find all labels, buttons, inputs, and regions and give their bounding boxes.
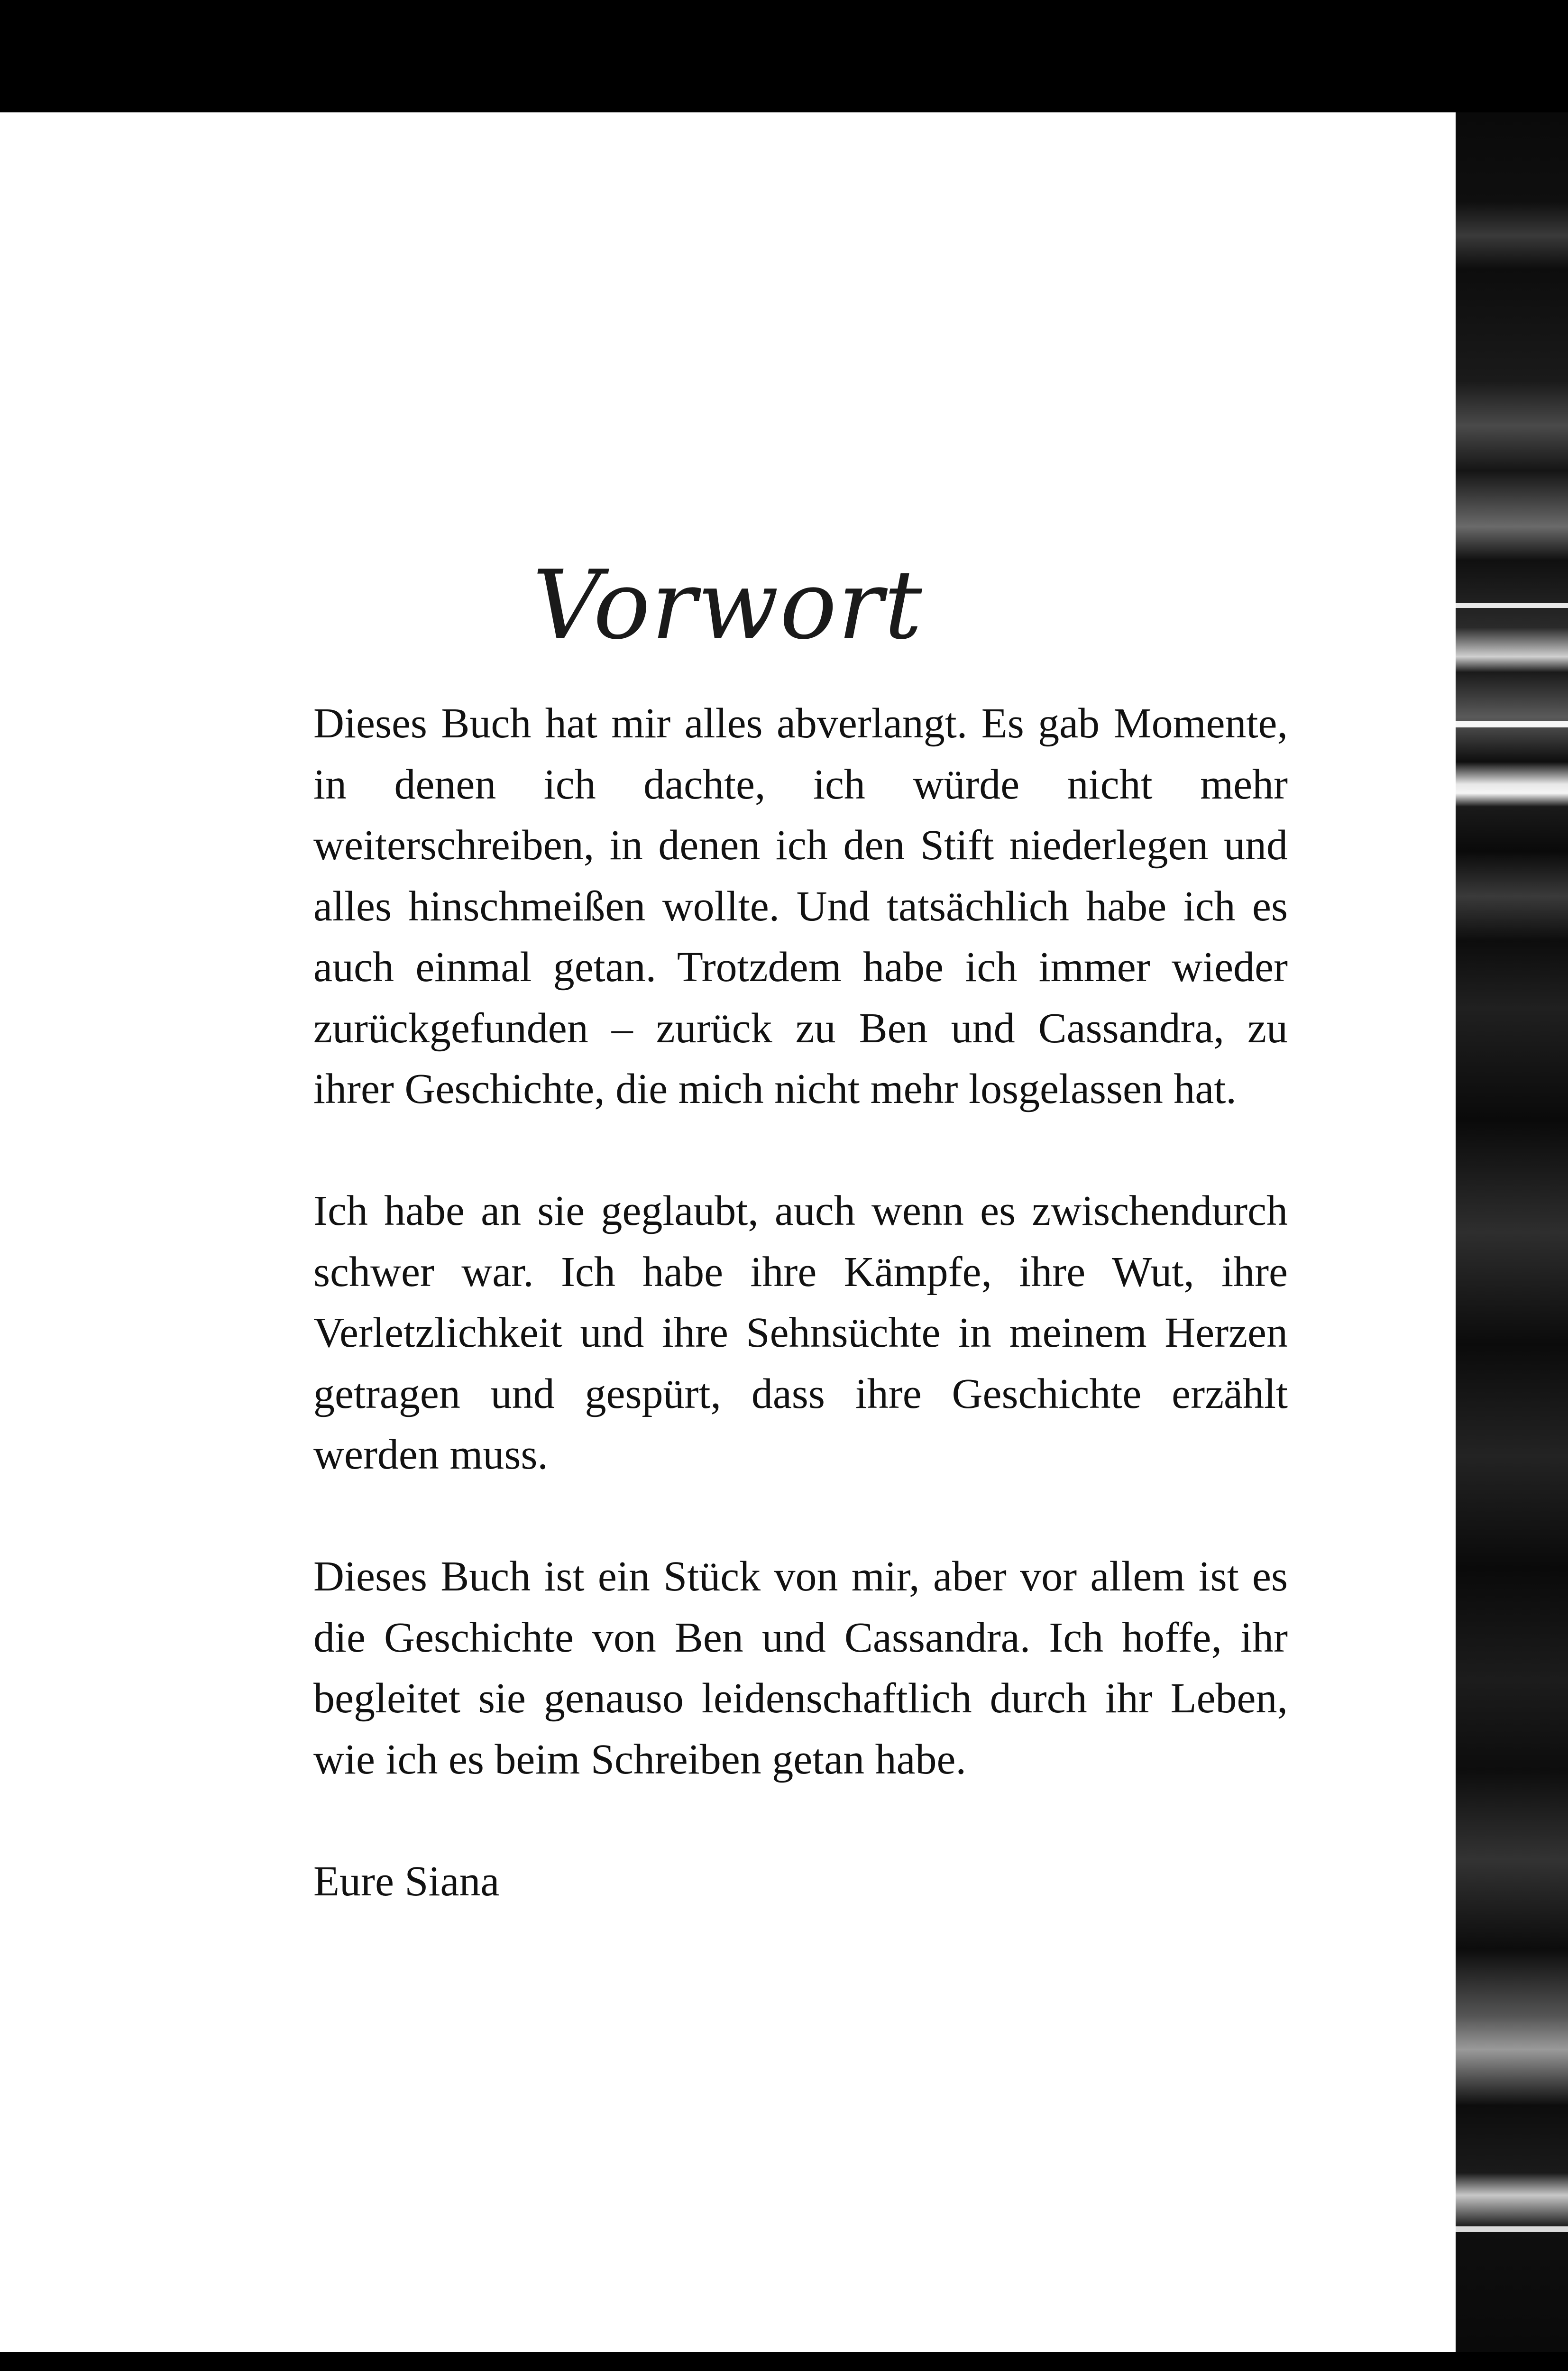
foreword-body [313, 693, 1288, 1912]
paragraph-3: Dieses Buch ist ein Stück von mir, aber vor allem ist es die Geschichte von Ben und Cassandra. Ich hoffe, ihr begleitet sie genauso leidenschaftlich durch ihr Leben, wie ich es beim Schreiben getan habe. [313, 1553, 1288, 1783]
cover-edge-strip [1456, 112, 1568, 2352]
edge-highlight [1456, 603, 1568, 608]
paragraph-2: Ich habe an sie geglaubt, auch wenn es zwischendurch schwer war. Ich habe ihre Kämpfe, ihre Wut, ihre Verletzlichkeit und ihre Sehnsüchte in meinem Herzen getragen und gespürt, dass ihre Geschichte erzählt werden muss. [313, 1187, 1288, 1478]
book-page [0, 112, 1456, 2352]
paragraph-1: Dieses Buch hat mir alles abverlangt. Es gab Momente, in denen ich dachte, ich würde nicht mehr weiterschreiben, in denen ich den Stift niederlegen und alles hinschmeißen wollte. Und tatsächlich habe ich es auch einmal getan. Trotzdem habe ich immer wieder zurückgefunden – zurück zu Ben und Cassandra, zu ihrer Geschichte, die mich nicht mehr losgelassen hat. [313, 700, 1288, 1112]
edge-highlight [1456, 2226, 1568, 2232]
signature: Eure Siana [313, 1857, 500, 1905]
edge-highlight [1456, 721, 1568, 727]
page-title: Vorwort [532, 550, 923, 661]
